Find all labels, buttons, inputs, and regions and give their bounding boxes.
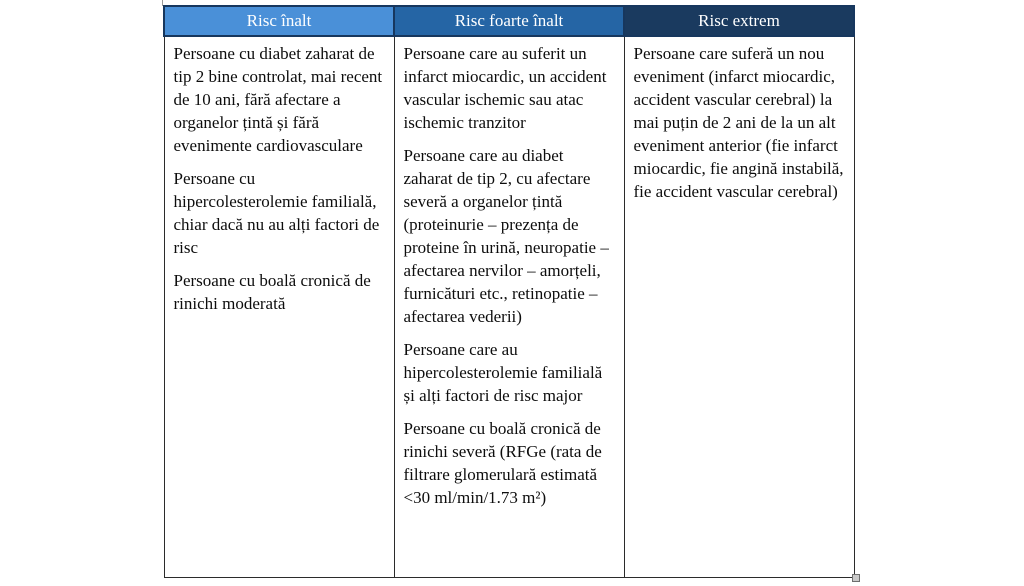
cell-paragraph: Persoane cu boală cronică de rinichi moderată [173, 271, 371, 313]
header-cell-risc-foarte-inalt: Risc foarte înalt [394, 6, 624, 36]
cell-paragraph: Persoane care au suferit un infarct miocardic, un accident vascular ischemic sau atac ischemic tranzitor [403, 44, 607, 132]
cell-paragraph: Persoane care suferă un nou eveniment (infarct miocardic, accident vascular cerebral) la mai puțin de 2 ani de la un alt eveniment anterior (fie infarct miocardic, fie angină instabilă, fie accident vascular cerebral) [633, 44, 844, 201]
cell-paragraph: Persoane care au diabet zaharat de tip 2, cu afectare severă a organelor țintă (proteinurie – prezența de proteine în urină, neuropatie – afectarea nervilor – amorțeli, furnicături etc., retinopatie – afectarea vederii) [403, 146, 609, 326]
risk-table-header-row [164, 6, 854, 36]
cell-paragraph: Persoane care au hipercolesterolemie familială și alți factori de risc major [403, 340, 603, 405]
cell-paragraph: Persoane cu hipercolesterolemie familială, chiar dacă nu au alți factori de risc [173, 169, 380, 257]
table-resize-handle[interactable] [852, 574, 860, 582]
cell-paragraph: Persoane cu boală cronică de rinichi severă (RFGe (rata de filtrare glomerulară estimată <30 ml/min/1.73 m²) [403, 419, 602, 507]
header-cell-risc-extrem: Risc extrem [624, 6, 854, 36]
risk-table-body-row [164, 36, 854, 578]
body-cell-risc-foarte-inalt [394, 36, 624, 578]
body-cell-risc-extrem [624, 36, 854, 578]
risk-categories-table [163, 5, 855, 578]
cell-paragraph: Persoane cu diabet zaharat de tip 2 bine controlat, mai recent de 10 ani, fără afectare a organelor țintă și fără evenimente cardiovasculare [173, 44, 383, 155]
body-cell-risc-inalt [164, 36, 394, 578]
header-cell-risc-inalt: Risc înalt [164, 6, 394, 36]
